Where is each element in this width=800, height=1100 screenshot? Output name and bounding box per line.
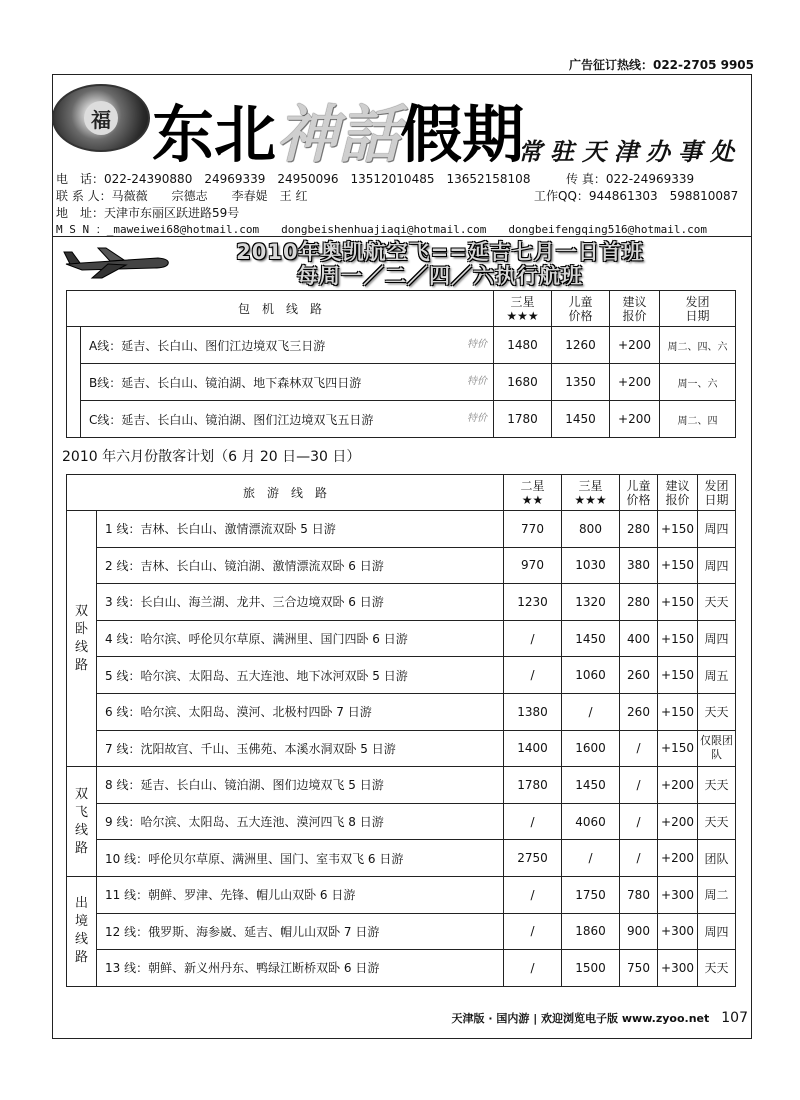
cell-star2: 770 bbox=[504, 511, 562, 548]
cell-suggest: +300 bbox=[658, 950, 698, 987]
cell-child: / bbox=[620, 803, 658, 840]
table-row bbox=[67, 401, 736, 438]
brand-char-1: 东 bbox=[152, 98, 213, 171]
price-star3: 1480 bbox=[494, 327, 552, 364]
cell-star2: / bbox=[504, 657, 562, 694]
people-names: 马薇薇 宗德志 李春媞 王 红 bbox=[111, 189, 308, 203]
cell-date: 周五 bbox=[698, 657, 736, 694]
airplane-icon bbox=[62, 244, 172, 280]
route-cell: 8 线：延吉、长白山、镜泊湖、图们边境双飞 5 日游 bbox=[97, 767, 504, 804]
cell-star3: 1060 bbox=[562, 657, 620, 694]
cell-suggest: +200 bbox=[658, 767, 698, 804]
contact-tel bbox=[56, 170, 530, 187]
price-suggest: +200 bbox=[610, 327, 660, 364]
ad-hotline: 广告征订热线：022-2705 9905 bbox=[568, 58, 754, 72]
route-group-label: 双 飞 线 路 bbox=[67, 767, 97, 877]
route-cell: 2 线：吉林、长白山、镜泊湖、激情漂流双卧 6 日游 bbox=[97, 547, 504, 584]
price-suggest: +200 bbox=[610, 401, 660, 438]
price-child: 1450 bbox=[552, 401, 610, 438]
brand-char-4: 話 bbox=[338, 98, 399, 171]
banner-line-1: 2010年奥凯航空飞==延吉七月一日首班 bbox=[236, 240, 644, 264]
cell-star2: / bbox=[504, 913, 562, 950]
route-cell: 12 线：俄罗斯、海参崴、延吉、帽儿山双卧 7 日游 bbox=[97, 913, 504, 950]
t1-col-route: 包 机 线 路 bbox=[67, 291, 494, 327]
route-cell: B线：延吉、长白山、镜泊湖、地下森林双飞四日游 特价 bbox=[81, 364, 494, 401]
cell-star2: 1400 bbox=[504, 730, 562, 767]
cell-child: 260 bbox=[620, 657, 658, 694]
msn-addresses: _maweiwei68@hotmail.com dongbeishenhuajiaqi@hotmail.com dongbeifengqing516@hotmail.com bbox=[106, 223, 708, 236]
route-cell: C线：延吉、长白山、镜泊湖、图们江边境双飞五日游 特价 bbox=[81, 401, 494, 438]
route-cell: A线：延吉、长白山、图们江边境双飞三日游 特价 bbox=[81, 327, 494, 364]
cell-star2: / bbox=[504, 876, 562, 913]
t2-col-child: 儿童 价格 bbox=[620, 475, 658, 511]
header-divider bbox=[52, 236, 752, 237]
cell-suggest: +150 bbox=[658, 620, 698, 657]
table-row bbox=[67, 364, 736, 401]
t2-col-route: 旅 游 线 路 bbox=[67, 475, 504, 511]
route-cell: 13 线：朝鲜、新义州丹东、鸭绿江断桥双卧 6 日游 bbox=[97, 950, 504, 987]
cell-star3: 1030 bbox=[562, 547, 620, 584]
table2-header-row bbox=[67, 475, 736, 511]
flight-banner bbox=[160, 240, 720, 288]
cell-suggest: +150 bbox=[658, 547, 698, 584]
cell-date: 周二 bbox=[698, 876, 736, 913]
cell-date: 天天 bbox=[698, 767, 736, 804]
table-row bbox=[67, 620, 736, 657]
price-child: 1260 bbox=[552, 327, 610, 364]
brand-char-3: 神 bbox=[276, 98, 337, 171]
cell-star3: 1450 bbox=[562, 620, 620, 657]
cell-child: / bbox=[620, 730, 658, 767]
contact-msn bbox=[56, 221, 707, 237]
tel-numbers: 022-24390880 24969339 24950096 13512010485 13652158108 bbox=[104, 172, 531, 186]
footer-text: 天津版 · 国内游 | 欢迎浏览电子版 www.zyoo.net bbox=[451, 1012, 710, 1025]
brand-title bbox=[152, 82, 523, 171]
depart-date: 周二、四、六 bbox=[660, 327, 736, 364]
cell-suggest: +300 bbox=[658, 876, 698, 913]
contact-fax: 传 真：022-24969339 bbox=[566, 172, 695, 186]
cell-date: 天天 bbox=[698, 950, 736, 987]
page-number: 107 bbox=[721, 1010, 748, 1026]
cell-suggest: +150 bbox=[658, 584, 698, 621]
banner-line-2: 每周一／二／四／六执行航班 bbox=[297, 264, 583, 288]
cell-star3: / bbox=[562, 693, 620, 730]
cell-child: / bbox=[620, 840, 658, 877]
table-row bbox=[67, 950, 736, 987]
table1-header-row bbox=[67, 291, 736, 327]
route-cell: 9 线：哈尔滨、太阳岛、五大连池、漠河四飞 8 日游 bbox=[97, 803, 504, 840]
special-price-tag: 特价 bbox=[467, 413, 487, 424]
cell-star3: 1500 bbox=[562, 950, 620, 987]
cell-date: 团队 bbox=[698, 840, 736, 877]
cell-star3: 1750 bbox=[562, 876, 620, 913]
logo-badge bbox=[52, 84, 150, 152]
brand-char-2: 北 bbox=[214, 98, 275, 171]
cell-star3: 1860 bbox=[562, 913, 620, 950]
route-cell: 10 线：呼伦贝尔草原、满洲里、国门、室韦双飞 6 日游 bbox=[97, 840, 504, 877]
cell-child: 780 bbox=[620, 876, 658, 913]
cell-suggest: +300 bbox=[658, 913, 698, 950]
section-title: 2010 年六月份散客计划（6 月 20 日—30 日） bbox=[62, 449, 361, 465]
t2-col-suggest: 建议 报价 bbox=[658, 475, 698, 511]
t1-col-suggest: 建议 报价 bbox=[610, 291, 660, 327]
t1-col-date: 发团 日期 bbox=[660, 291, 736, 327]
cell-child: 260 bbox=[620, 693, 658, 730]
depart-date: 周一、六 bbox=[660, 364, 736, 401]
msn-label: M S N ： bbox=[56, 223, 107, 236]
june-tour-plan-table bbox=[66, 474, 736, 987]
address-text: 天津市东丽区跃进路59号 bbox=[104, 206, 240, 220]
cell-child: 900 bbox=[620, 913, 658, 950]
cell-child: 750 bbox=[620, 950, 658, 987]
price-child: 1350 bbox=[552, 364, 610, 401]
depart-date: 周二、四 bbox=[660, 401, 736, 438]
t1-col-star3: 三星 ★★★ bbox=[494, 291, 552, 327]
table-row bbox=[67, 511, 736, 548]
special-price-tag: 特价 bbox=[467, 339, 487, 350]
t2-col-star2: 二星 ★★ bbox=[504, 475, 562, 511]
table-row bbox=[67, 840, 736, 877]
cell-star2: / bbox=[504, 950, 562, 987]
cell-star3: / bbox=[562, 840, 620, 877]
table2-body bbox=[67, 511, 736, 987]
tel-label: 电 话： bbox=[56, 172, 105, 186]
price-suggest: +200 bbox=[610, 364, 660, 401]
cell-date: 天天 bbox=[698, 584, 736, 621]
people-label: 联 系 人： bbox=[56, 189, 112, 203]
charter-routes-table bbox=[66, 290, 736, 438]
cell-suggest: +200 bbox=[658, 840, 698, 877]
cell-star2: 2750 bbox=[504, 840, 562, 877]
brand-subtitle: 常驻天津办事处 bbox=[518, 137, 742, 166]
route-cell: 3 线：长白山、海兰湖、龙井、三合边境双卧 6 日游 bbox=[97, 584, 504, 621]
table-row bbox=[67, 584, 736, 621]
table-row bbox=[67, 547, 736, 584]
table-row bbox=[67, 693, 736, 730]
price-star3: 1680 bbox=[494, 364, 552, 401]
cell-date: 仅限团队 bbox=[698, 730, 736, 767]
route-cell: 6 线：哈尔滨、太阳岛、漠河、北极村四卧 7 日游 bbox=[97, 693, 504, 730]
route-cell: 7 线：沈阳故宫、千山、玉佛苑、本溪水洞双卧 5 日游 bbox=[97, 730, 504, 767]
contact-people bbox=[56, 187, 307, 204]
cell-suggest: +150 bbox=[658, 657, 698, 694]
cell-suggest: +150 bbox=[658, 511, 698, 548]
address-label: 地 址： bbox=[56, 206, 105, 220]
cell-suggest: +200 bbox=[658, 803, 698, 840]
route-cell: 1 线：吉林、长白山、激情漂流双卧 5 日游 bbox=[97, 511, 504, 548]
cell-suggest: +150 bbox=[658, 730, 698, 767]
route-cell: 4 线：哈尔滨、呼伦贝尔草原、满洲里、国门四卧 6 日游 bbox=[97, 620, 504, 657]
table-row bbox=[67, 730, 736, 767]
cell-star2: 1380 bbox=[504, 693, 562, 730]
cell-child: 280 bbox=[620, 584, 658, 621]
cell-child: / bbox=[620, 767, 658, 804]
cell-child: 280 bbox=[620, 511, 658, 548]
t1-col-child: 儿童 价格 bbox=[552, 291, 610, 327]
cell-date: 周四 bbox=[698, 511, 736, 548]
route-group-label: 双 卧 线 路 bbox=[67, 511, 97, 767]
cell-star3: 1450 bbox=[562, 767, 620, 804]
route-cell: 5 线：哈尔滨、太阳岛、五大连池、地下冰河双卧 5 日游 bbox=[97, 657, 504, 694]
table-row bbox=[67, 327, 736, 364]
cell-star2: / bbox=[504, 803, 562, 840]
cell-date: 周四 bbox=[698, 620, 736, 657]
cell-date: 天天 bbox=[698, 803, 736, 840]
cell-date: 周四 bbox=[698, 547, 736, 584]
t1-side-cell bbox=[67, 327, 81, 438]
table-row bbox=[67, 876, 736, 913]
route-cell: 11 线：朝鲜、罗津、先锋、帽儿山双卧 6 日游 bbox=[97, 876, 504, 913]
cell-star2: 1230 bbox=[504, 584, 562, 621]
contact-address bbox=[56, 204, 239, 221]
page-footer bbox=[452, 1010, 748, 1026]
cell-star3: 800 bbox=[562, 511, 620, 548]
cell-star2: / bbox=[504, 620, 562, 657]
table-row bbox=[67, 913, 736, 950]
table-row bbox=[67, 803, 736, 840]
cell-star2: 1780 bbox=[504, 767, 562, 804]
cell-star3: 1320 bbox=[562, 584, 620, 621]
brand-char-5: 假 bbox=[400, 98, 461, 171]
price-star3: 1780 bbox=[494, 401, 552, 438]
cell-date: 天天 bbox=[698, 693, 736, 730]
cell-child: 380 bbox=[620, 547, 658, 584]
cell-suggest: +150 bbox=[658, 693, 698, 730]
cell-star3: 4060 bbox=[562, 803, 620, 840]
cell-star2: 970 bbox=[504, 547, 562, 584]
special-price-tag: 特价 bbox=[467, 376, 487, 387]
logo-fu-char: 福 bbox=[84, 101, 118, 135]
brand-char-6: 期 bbox=[462, 98, 523, 171]
table-row bbox=[67, 657, 736, 694]
cell-star3: 1600 bbox=[562, 730, 620, 767]
route-group-label: 出 境 线 路 bbox=[67, 876, 97, 986]
contact-qq: 工作QQ：944861303 598810087 bbox=[534, 189, 739, 203]
t2-col-date: 发团 日期 bbox=[698, 475, 736, 511]
cell-child: 400 bbox=[620, 620, 658, 657]
t2-col-star3: 三星 ★★★ bbox=[562, 475, 620, 511]
table-row bbox=[67, 767, 736, 804]
cell-date: 周四 bbox=[698, 913, 736, 950]
